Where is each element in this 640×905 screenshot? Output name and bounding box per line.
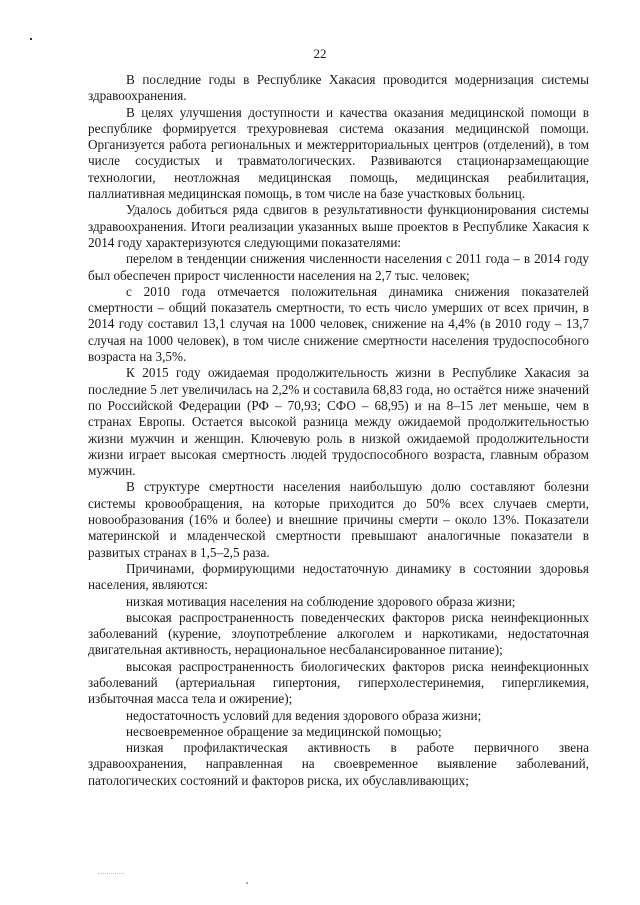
paragraph: В последние годы в Республике Хакасия проводится модернизация системы здравоохранения. [88,72,589,104]
list-item: перелом в тенденции снижения численности населения с 2011 года – в 2014 году был обеспечен прирост численности населения на 2,7 тыс. человек; [88,251,589,283]
paragraph: Удалось добиться ряда сдвигов в результативности функционирования системы здравоохранения. Итоги реализации указанных выше проектов в Республике Хакасия к 2014 году характеризуются следующими показателями: [88,202,589,250]
paragraph: В структуре смертности населения наибольшую долю составляют болезни системы кровообращения, на которые приходится до 50% всех случаев смерти, новообразования (16% и более) и внешние причины смерти – около 13%. Показатели материнской и младенческой смертности превышают аналогичные показатели в развитых странах в 1,5–2,5 раза. [88,479,589,560]
paragraph: К 2015 году ожидаемая продолжительность жизни в Республике Хакасия за последние 5 лет увеличилась на 2,2% и составила 68,83 года, но остаётся ниже значений по Российской Федерации (РФ – 70,93; СФО – 68,95) и на 8–15 лет меньше, чем в странах Европы. Остается высокой разница между ожидаемой продолжительностью жизни мужчин и женщин. Ключевую роль в низкой ожидаемой продолжительности жизни играет высокая смертность людей трудоспособного возраста, главным образом мужчин. [88,365,589,479]
page-number: 22 [313,46,327,61]
list-item: несвоевременное обращение за медицинской помощью; [126,723,442,739]
list-item: высокая распространенность поведенческих факторов риска неинфекционных заболеваний (курение, злоупотребление алкоголем и наркотиками, недостаточная двигательная активность, нерациональное несбалансированное питание); [88,609,589,658]
body-text [88,72,589,789]
list-item: с 2010 года отмечается положительная динамика снижения показателей смертности – общий показатель смертности, то есть число умерших от всех причин, в 2014 году составил 13,1 случая на 1000 человек, снижение на 4,4% (в 2010 году – 13,7 случая на 1000 человек), в том числе снижение смертности населения трудоспособного возраста на 3,5%. [88,283,589,365]
list-item: недостаточность условий для ведения здорового образа жизни; [126,707,482,723]
paragraph: В целях улучшения доступности и качества оказания медицинской помощи в республике формируется трехуровневая система оказания медицинской помощи. Организуется работа региональных и межтерриториальных центров (отделений), в том числе сосудистых и травматологических. Развиваются стационарзамещающие технологии, неотложная медицинская помощь, медицинская реабилитация, паллиативная медицинская помощь, в том числе на базе участковых больниц. [88,104,589,202]
list-item: низкая мотивация населения на соблюдение здорового образа жизни; [126,593,516,609]
list-item: высокая распространенность биологических факторов риска неинфекционных заболеваний (артериальная гипертония, гиперхолестеринемия, гипергликемия, избыточная масса тела и ожирение); [88,658,589,707]
scan-artifact [98,873,124,878]
list-item: низкая профилактическая активность в работе первичного звена здравоохранения, направленная на своевременное выявление заболеваний, патологических состояний и факторов риска, их обуславливающих; [88,740,589,788]
scan-speck [246,882,248,884]
scan-speck [30,38,32,40]
paragraph: Причинами, формирующими недостаточную динамику в состоянии здоровья населения, являются: [88,560,589,593]
